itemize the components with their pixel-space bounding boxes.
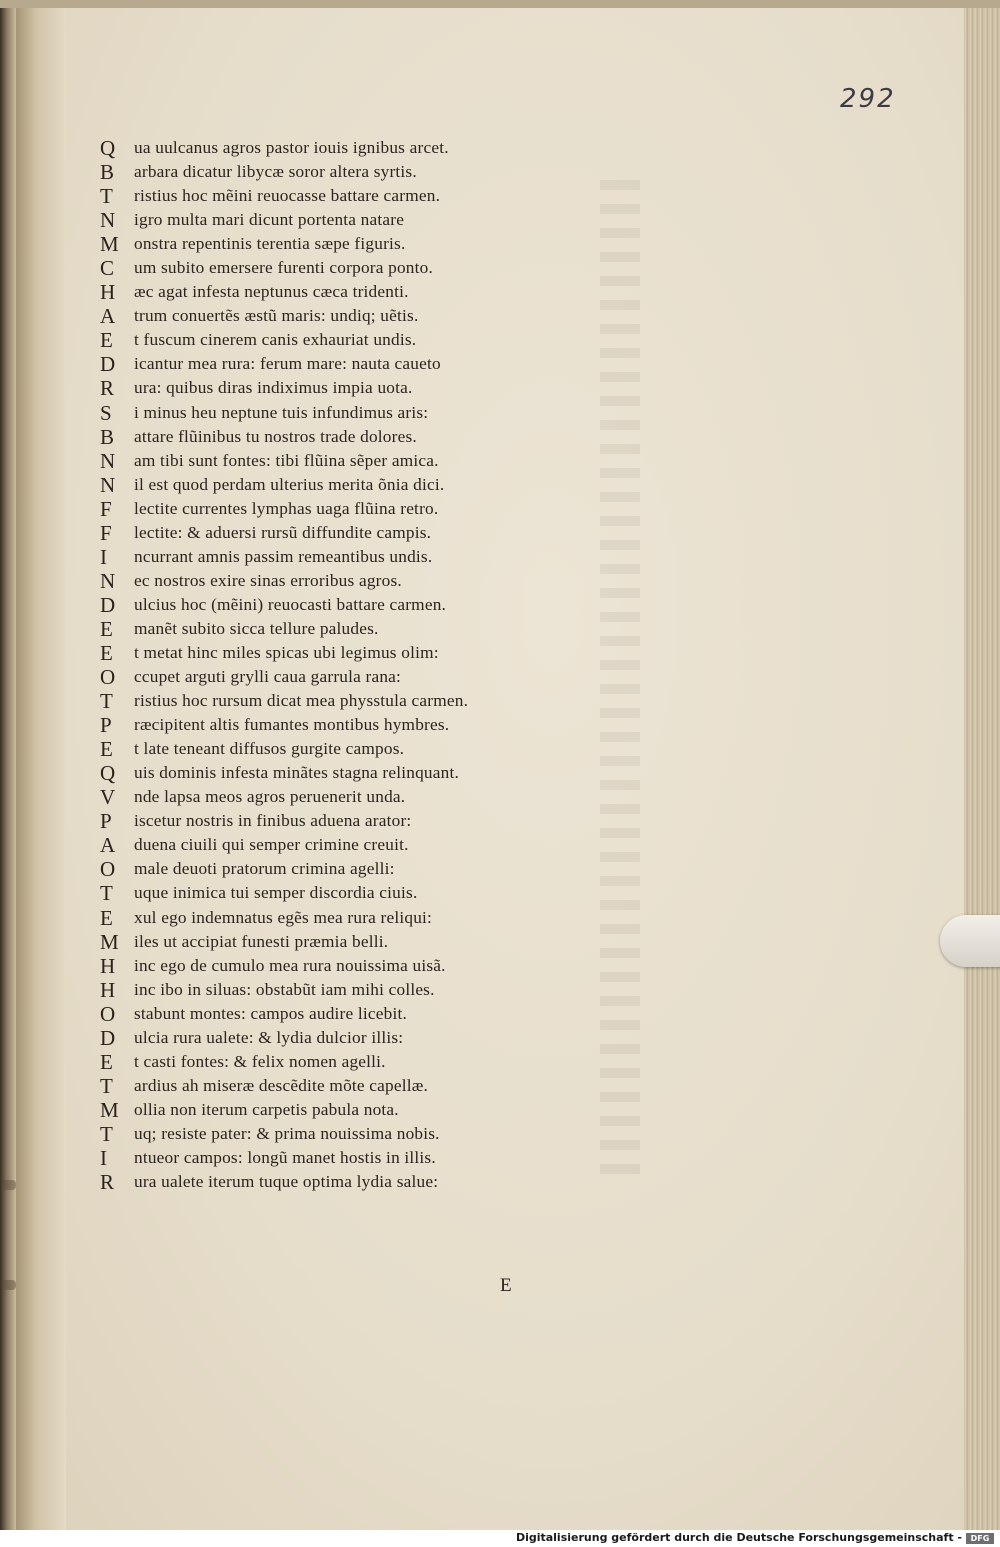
verse-text: t fuscum cinerem canis exhauriat undis.: [134, 330, 417, 350]
book-gutter: [16, 0, 66, 1530]
verse-text: ristius hoc rursum dicat mea physstula carmen.: [134, 691, 469, 711]
verse-line: [100, 593, 570, 617]
verse-line: [100, 761, 570, 785]
verse-line: [100, 930, 570, 954]
verse-initial: N: [100, 448, 116, 473]
verse-line: [100, 425, 570, 449]
folio-number: 292: [840, 84, 896, 114]
verse-text: t casti fontes: & felix nomen agelli.: [134, 1051, 386, 1071]
verse-initial: T: [100, 1121, 113, 1146]
verse-initial: Q: [100, 761, 116, 786]
verse-line: [100, 352, 570, 376]
verse-text: iscetur nostris in finibus aduena arator:: [134, 811, 412, 831]
verse-text: ulcius hoc (mẽini) reuocasti battare carmen.: [134, 594, 447, 614]
verse-initial: R: [100, 376, 115, 401]
verse-initial: O: [100, 857, 116, 882]
verse-line: [100, 208, 570, 232]
show-through-shadow: [600, 180, 640, 1180]
verse-text: attare flũinibus tu nostros trade dolores.: [134, 426, 417, 446]
verse-initial: H: [100, 977, 116, 1002]
verse-line: [100, 328, 570, 352]
verse-line: [100, 978, 570, 1002]
verse-text: æc agat infesta neptunus cæca tridenti.: [134, 282, 409, 302]
verse-initial: T: [100, 184, 113, 209]
verse-text: ncurrant amnis passim remeantibus undis.: [134, 546, 433, 566]
verse-line: [100, 906, 570, 930]
verse-line: [100, 521, 570, 545]
verse-text: ristius hoc mẽini reuocasse battare carmen.: [134, 186, 441, 206]
verse-text: t late teneant diffusos gurgite campos.: [134, 739, 405, 759]
verse-text: ræcipitent altis fumantes montibus hymbres.: [134, 715, 450, 735]
verse-line: [100, 1122, 570, 1146]
verse-initial: D: [100, 592, 116, 617]
verse-line: [100, 857, 570, 881]
verse-initial: E: [100, 616, 113, 641]
verse-line: [100, 1170, 570, 1194]
verse-initial: P: [100, 713, 112, 738]
verse-initial: B: [100, 160, 115, 185]
verse-text: trum conuertẽs æstũ maris: undiq; uẽtis.: [134, 306, 419, 326]
verse-initial: R: [100, 1170, 115, 1195]
verse-initial: F: [100, 496, 112, 521]
verse-initial: D: [100, 1025, 116, 1050]
verse-text: inc ego de cumulo mea rura nouissima uisã.: [134, 955, 446, 975]
verse-text: inc ibo in siluas: obstabũt iam mihi colles.: [134, 979, 435, 999]
verse-line: [100, 497, 570, 521]
verse-line: [100, 184, 570, 208]
verse-line: [100, 232, 570, 256]
verse-text: um subito emersere furenti corpora ponto.: [134, 258, 434, 278]
verse-text: ollia non iterum carpetis pabula nota.: [134, 1099, 399, 1119]
verse-initial: T: [100, 1073, 113, 1098]
verse-text: stabunt montes: campos audire licebit.: [134, 1003, 407, 1023]
funding-credit: Digitalisierung gefördert durch die Deutsche Forschungsgemeinschaft -: [515, 1531, 962, 1544]
verse-line: [100, 881, 570, 905]
verse-initial: N: [100, 208, 116, 233]
verse-line: [100, 304, 570, 328]
verse-text: duena ciuili qui semper crimine creuit.: [134, 835, 409, 855]
verse-initial: E: [100, 640, 113, 665]
verse-line: [100, 545, 570, 569]
verse-line: [100, 833, 570, 857]
verse-initial: O: [100, 1001, 116, 1026]
verse-text: ura ualete iterum tuque optima lydia salue:: [134, 1172, 439, 1192]
verse-line: [100, 954, 570, 978]
verse-text: uque inimica tui semper discordia ciuis.: [134, 883, 418, 903]
verse-initial: M: [100, 929, 119, 954]
verse-text: manẽt subito sicca tellure paludes.: [134, 618, 379, 638]
verso-page-edge: [0, 0, 16, 1530]
verse-line: [100, 689, 570, 713]
digitization-footer: [0, 1530, 1000, 1547]
verse-initial: E: [100, 737, 113, 762]
verse-initial: I: [100, 544, 107, 569]
verse-text: ccupet arguti grylli caua garrula rana:: [134, 667, 402, 687]
verse-text: ardius ah miseræ descẽdite mõte capellæ.: [134, 1075, 429, 1095]
verse-text: arbara dicatur libycæ soror altera syrtis.: [134, 162, 417, 182]
verse-initial: N: [100, 472, 116, 497]
verse-line: [100, 1026, 570, 1050]
verse-text: nde lapsa meos agros peruenerit unda.: [134, 787, 406, 807]
verse-initial: M: [100, 1097, 119, 1122]
verse-initial: M: [100, 232, 119, 257]
verse-initial: O: [100, 665, 116, 690]
bookmark-tab: [940, 915, 1000, 967]
verse-text: ua uulcanus agros pastor iouis ignibus arcet.: [134, 138, 449, 157]
verse-block: [100, 136, 570, 1194]
verse-line: [100, 1098, 570, 1122]
verse-line: [100, 401, 570, 425]
verse-line: [100, 713, 570, 737]
verse-initial: H: [100, 953, 116, 978]
verse-initial: V: [100, 785, 116, 810]
verse-line: [100, 641, 570, 665]
verso-bleed-mark: [2, 1180, 16, 1190]
verse-line: [100, 809, 570, 833]
verse-initial: Q: [100, 136, 116, 160]
verse-text: am tibi sunt fontes: tibi flũina sẽper amica.: [134, 450, 439, 470]
verse-text: iles ut accipiat funesti præmia belli.: [134, 931, 389, 951]
verse-text: t metat hinc miles spicas ubi legimus olim:: [134, 642, 439, 662]
verse-initial: A: [100, 304, 116, 329]
verse-initial: E: [100, 1049, 113, 1074]
verse-text: ec nostros exire sinas erroribus agros.: [134, 570, 402, 590]
dfg-logo: DFG: [966, 1533, 994, 1544]
verse-line: [100, 160, 570, 184]
verse-line: [100, 449, 570, 473]
verse-line: [100, 256, 570, 280]
verse-initial: A: [100, 833, 116, 858]
page-block-edge: [964, 0, 1000, 1530]
verse-initial: E: [100, 905, 113, 930]
verse-text: onstra repentinis terentia sæpe figuris.: [134, 234, 406, 254]
verse-text: uq; resiste pater: & prima nouissima nobis.: [134, 1123, 440, 1143]
verse-initial: H: [100, 280, 116, 305]
catchword: E: [500, 1275, 512, 1296]
verse-line: [100, 1146, 570, 1170]
verse-line: [100, 785, 570, 809]
verse-line: [100, 473, 570, 497]
verse-line: [100, 737, 570, 761]
verse-text: xul ego indemnatus egẽs mea rura reliqui:: [134, 907, 433, 927]
verse-line: [100, 1074, 570, 1098]
verse-initial: N: [100, 568, 116, 593]
verse-initial: T: [100, 881, 113, 906]
verse-initial: B: [100, 424, 115, 449]
verse-text: ura: quibus diras indiximus impia uota.: [134, 378, 413, 398]
verse-text: il est quod perdam ulterius merita õnia dici.: [134, 474, 445, 494]
verse-line: [100, 569, 570, 593]
verse-text: lectite: & aduersi rursũ diffundite campis.: [134, 522, 432, 542]
verse-text: male deuoti pratorum crimina agelli:: [134, 859, 395, 879]
verse-line: [100, 1002, 570, 1026]
verse-text: lectite currentes lymphas uaga flũina retro.: [134, 498, 439, 518]
verse-initial: I: [100, 1145, 107, 1170]
verso-bleed-mark: [2, 1280, 16, 1290]
verse-text: ulcia rura ualete: & lydia dulcior illis:: [134, 1027, 404, 1047]
verse-line: [100, 617, 570, 641]
verse-line: [100, 136, 570, 160]
verse-initial: F: [100, 520, 112, 545]
verse-initial: S: [100, 400, 112, 425]
verse-text: uis dominis infesta minãtes stagna relinquant.: [134, 763, 460, 783]
verse-initial: C: [100, 256, 115, 281]
verse-text: igro multa mari dicunt portenta natare: [134, 210, 405, 230]
verse-line: [100, 665, 570, 689]
verse-text: icantur mea rura: ferum mare: nauta caueto: [134, 354, 441, 374]
verse-initial: T: [100, 689, 113, 714]
verse-initial: P: [100, 809, 112, 834]
verse-initial: D: [100, 352, 116, 377]
binding-top-edge: [0, 0, 1000, 8]
verse-line: [100, 376, 570, 400]
verse-text: i minus heu neptune tuis infundimus aris:: [134, 402, 429, 422]
verse-text: ntueor campos: longũ manet hostis in illis.: [134, 1147, 436, 1167]
verse-line: [100, 1050, 570, 1074]
verse-initial: E: [100, 328, 113, 353]
verse-line: [100, 280, 570, 304]
